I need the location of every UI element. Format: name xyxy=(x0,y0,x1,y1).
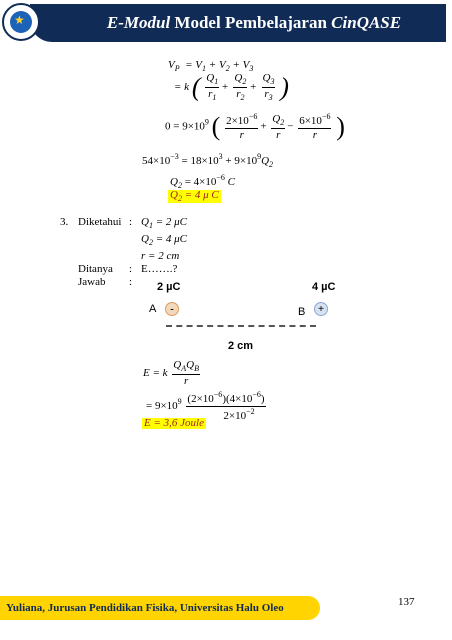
distance-dashed-line xyxy=(166,325,316,327)
title-middle: Model Pembelajaran xyxy=(170,13,332,32)
page-header xyxy=(0,0,452,46)
known-colon: : xyxy=(129,216,133,228)
problem-number: 3. xyxy=(60,216,69,228)
distance-label: 2 cm xyxy=(228,340,254,352)
title-emodul: E-Modul xyxy=(106,13,171,32)
eq-field-substitution: = $9\times 10^9$ $\frac{(2\times 10^{-6})(4\times 10^{-6})}{2\times 10^{-2}}$ xyxy=(146,390,265,422)
positive-charge-icon: + xyxy=(314,302,328,316)
eq-final-result-highlight: E = 3,6 Joule xyxy=(144,417,204,429)
eq-field-formula: E = k $\frac{Q_AQ_B}{r}$ xyxy=(143,359,199,387)
page-number: 137 xyxy=(398,596,415,608)
eq-vp-sum: $V_P = V_1 + V_2 + V_3$ xyxy=(168,59,254,73)
university-logo-icon: ★ xyxy=(2,3,40,41)
point-b-label: B xyxy=(298,306,306,318)
known-label: Diketahui xyxy=(78,216,122,228)
asked-value: E…….? xyxy=(141,263,178,275)
point-a-label: A xyxy=(149,303,157,315)
negative-charge-icon: - xyxy=(165,302,179,316)
eq-zero-substitution: $0 = 9\times 10^9$ ( $\frac{2\times 10^{-6}}{r}$ + $\frac{Q_2}{r}$ − $\frac{6\times 10^{-6}}{r}$ ) xyxy=(165,112,345,141)
title-cinqase: CinQASE xyxy=(331,13,402,32)
asked-label: Ditanya xyxy=(78,263,113,275)
eq-q2-value: $Q_2 = 4\times 10^{-6}$ C xyxy=(170,173,235,190)
footer-credit: Yuliana, Jurusan Pendidikan Fisika, Universitas Halu Oleo xyxy=(6,602,284,614)
known-q2: $Q_2 = 4$ μC xyxy=(141,233,187,247)
known-q1: $Q_1 = 2$ μC xyxy=(141,216,187,230)
asked-colon: : xyxy=(129,263,133,275)
module-title xyxy=(64,13,444,33)
eq-vp-k-expansion: = k ( $\frac{Q_1}{r_1}$ + $\frac{Q_2}{r_2}$ + $\frac{Q_3}{r_3}$ ) xyxy=(174,72,289,102)
known-r: r = 2 cm xyxy=(141,250,180,262)
eq-line-54: $54\times 10^{-3} = 18\times 10^3 + 9\times 10^9Q_2$ xyxy=(142,152,274,169)
answer-colon: : xyxy=(129,276,133,288)
answer-label: Jawab xyxy=(78,276,106,288)
eq-q2-result-highlight: $Q_2 = 4$ μ C xyxy=(170,189,219,203)
charge-a-value: 2 µC xyxy=(157,281,181,293)
charge-b-value: 4 µC xyxy=(312,281,336,293)
